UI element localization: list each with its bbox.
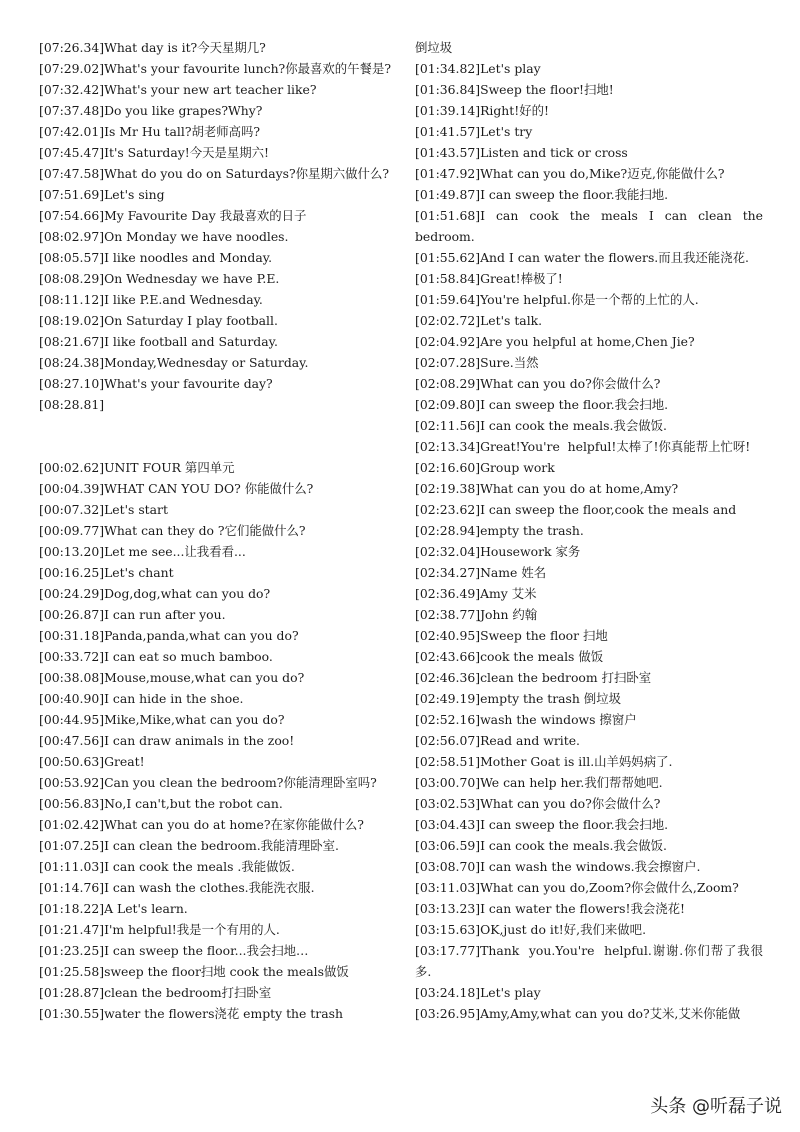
- lyric-line: [01:55.62]And I can water the flowers.而且我还能浇花.: [415, 250, 749, 265]
- lyric-line: [07:42.01]Is Mr Hu tall?胡老师高吗?: [39, 124, 261, 139]
- lyric-line: [00:24.29]Dog,dog,what can you do?: [39, 586, 271, 601]
- lyric-line: [01:34.82]Let's play: [415, 61, 541, 76]
- lyric-line: [01:51.68]I can cook the meals I can clean the bedroom.: [415, 208, 767, 244]
- lyric-line: [02:58.51]Mother Goat is ill.山羊妈妈病了.: [415, 754, 673, 769]
- lyric-line: [07:32.42]What's your new art teacher like?: [39, 82, 317, 97]
- lyric-line: [02:13.34]Great!You're helpful!太棒了!你真能帮上忙呀!: [415, 439, 751, 454]
- right-column: [415, 37, 767, 1024]
- lyric-line: [03:00.70]We can help her.我们帮帮她吧.: [415, 775, 663, 790]
- lyric-line: [01:18.22]A Let's learn.: [39, 901, 188, 916]
- lyric-line: [00:44.95]Mike,Mike,what can you do?: [39, 712, 285, 727]
- lyric-line: [01:43.57]Listen and tick or cross: [415, 145, 628, 160]
- lyric-line: [01:36.84]Sweep the floor!扫地!: [415, 82, 614, 97]
- lyric-line: [01:59.64]You're helpful.你是一个帮的上忙的人.: [415, 292, 699, 307]
- lyric-line: [02:09.80]I can sweep the floor.我会扫地.: [415, 397, 669, 412]
- lyric-line: [01:47.92]What can you do,Mike?迈克,你能做什么?: [415, 166, 725, 181]
- lyric-line: [01:30.55]water the flowers浇花 empty the trash: [39, 1006, 343, 1021]
- lyric-line: [01:07.25]I can clean the bedroom.我能清理卧室.: [39, 838, 339, 853]
- lyric-line: [02:23.62]I can sweep the floor,cook the meals and: [415, 502, 737, 517]
- lyric-line: [07:29.02]What's your favourite lunch?你最喜欢的午餐是?: [39, 61, 391, 76]
- lyric-line: [08:19.02]On Saturday I play football.: [39, 313, 278, 328]
- lyric-line: [01:23.25]I can sweep the floor...我会扫地…: [39, 943, 309, 958]
- lyric-line: [00:40.90]I can hide in the shoe.: [39, 691, 244, 706]
- lyric-line: [01:25.58]sweep the floor扫地 cook the meals做饭: [39, 964, 349, 979]
- lyric-line: [02:43.66]cook the meals 做饭: [415, 649, 604, 664]
- lyric-line: [00:50.63]Great!: [39, 754, 145, 769]
- lyric-line: [03:06.59]I can cook the meals.我会做饭.: [415, 838, 667, 853]
- lyric-line: [02:49.19]empty the trash 倒垃圾: [415, 691, 621, 706]
- lyric-line: [07:47.58]What do you do on Saturdays?你星期六做什么?: [39, 166, 389, 181]
- lyric-line: [02:28.94]empty the trash.: [415, 523, 584, 538]
- lyric-line: [08:05.57]I like noodles and Monday.: [39, 250, 273, 265]
- lyric-line: [03:13.23]I can water the flowers!我会浇花!: [415, 901, 686, 916]
- lyric-line: [03:26.95]Amy,Amy,what can you do?艾米,艾米你能做: [415, 1006, 741, 1021]
- lyric-line: [02:11.56]I can cook the meals.我会做饭.: [415, 418, 667, 433]
- lyric-line: [01:21.47]I'm helpful!我是一个有用的人.: [39, 922, 280, 937]
- lyric-line: [01:58.84]Great!棒极了!: [415, 271, 563, 286]
- lyric-line: [03:11.03]What can you do,Zoom?你会做什么,Zoom?: [415, 880, 739, 895]
- lyric-line: [00:16.25]Let's chant: [39, 565, 174, 580]
- section-spacer: [39, 415, 391, 457]
- lyric-line: [02:36.49]Amy 艾米: [415, 586, 537, 601]
- watermark-text: 头条 @听磊子说: [650, 1096, 782, 1117]
- lyric-line: [02:38.77]John 约翰: [415, 607, 538, 622]
- lyric-line: [07:51.69]Let's sing: [39, 187, 165, 202]
- lyric-line: [02:04.92]Are you helpful at home,Chen Jie?: [415, 334, 695, 349]
- lyric-line: [07:26.34]What day is it?今天星期几?: [39, 40, 266, 55]
- lyric-line: [00:07.32]Let's start: [39, 502, 168, 517]
- lyric-line: [03:02.53]What can you do?你会做什么?: [415, 796, 661, 811]
- lyric-line: [00:04.39]WHAT CAN YOU DO? 你能做什么?: [39, 481, 314, 496]
- lyric-line: [00:38.08]Mouse,mouse,what can you do?: [39, 670, 305, 685]
- lyric-line: [02:40.95]Sweep the floor 扫地: [415, 628, 608, 643]
- lyric-line: [03:04.43]I can sweep the floor.我会扫地.: [415, 817, 669, 832]
- lyric-line: [02:19.38]What can you do at home,Amy?: [415, 481, 679, 496]
- lyric-line: [02:02.72]Let's talk.: [415, 313, 543, 328]
- lyric-line: [02:56.07]Read and write.: [415, 733, 580, 748]
- lyric-line: [02:08.29]What can you do?你会做什么?: [415, 376, 661, 391]
- lyric-line: [08:24.38]Monday,Wednesday or Saturday.: [39, 355, 309, 370]
- lyric-line: [08:27.10]What's your favourite day?: [39, 376, 273, 391]
- lyric-line: [01:11.03]I can cook the meals .我能做饭.: [39, 859, 295, 874]
- lyric-line: [02:16.60]Group work: [415, 460, 555, 475]
- lyric-line: [02:34.27]Name 姓名: [415, 565, 547, 580]
- lyric-line: [08:08.29]On Wednesday we have P.E.: [39, 271, 280, 286]
- lyric-line: [08:11.12]I like P.E.and Wednesday.: [39, 292, 263, 307]
- lyric-line: [08:21.67]I like football and Saturday.: [39, 334, 278, 349]
- watermark: [650, 1092, 782, 1118]
- lyric-line: [00:09.77]What can they do ?它们能做什么?: [39, 523, 306, 538]
- lyric-line: [01:49.87]I can sweep the floor.我能扫地.: [415, 187, 669, 202]
- lyric-line: [03:15.63]OK,just do it!好,我们来做吧.: [415, 922, 647, 937]
- lyric-line: [03:08.70]I can wash the windows.我会擦窗户.: [415, 859, 701, 874]
- lyric-line: [01:02.42]What can you do at home?在家你能做什么?: [39, 817, 364, 832]
- lyric-line: [01:39.14]Right!好的!: [415, 103, 550, 118]
- lyric-line: [07:37.48]Do you like grapes?Why?: [39, 103, 263, 118]
- lyric-line: [01:41.57]Let's try: [415, 124, 533, 139]
- lyric-line: 倒垃圾: [415, 40, 453, 55]
- lyric-line: [00:53.92]Can you clean the bedroom?你能清理卧室吗?: [39, 775, 377, 790]
- lyric-line: [08:02.97]On Monday we have noodles.: [39, 229, 289, 244]
- lyric-line: [08:28.81]: [39, 397, 105, 412]
- lyric-line: [00:56.83]No,I can't,but the robot can.: [39, 796, 283, 811]
- lyric-line: [03:24.18]Let's play: [415, 985, 541, 1000]
- lyric-line: [00:31.18]Panda,panda,what can you do?: [39, 628, 299, 643]
- lyric-line: [00:26.87]I can run after you.: [39, 607, 226, 622]
- lyric-line: [01:14.76]I can wash the clothes.我能洗衣服.: [39, 880, 315, 895]
- lyric-line: [02:32.04]Housework 家务: [415, 544, 581, 559]
- lyric-line: [02:07.28]Sure.当然: [415, 355, 539, 370]
- lyric-line: [07:45.47]It's Saturday!今天是星期六!: [39, 145, 270, 160]
- lyric-line: [02:46.36]clean the bedroom 打扫卧室: [415, 670, 652, 685]
- lyric-line: [07:54.66]My Favourite Day 我最喜欢的日子: [39, 208, 307, 223]
- left-column: [39, 37, 391, 1024]
- lyric-line: [00:33.72]I can eat so much bamboo.: [39, 649, 273, 664]
- lyric-line: [00:47.56]I can draw animals in the zoo!: [39, 733, 295, 748]
- lyric-line: [02:52.16]wash the windows 擦窗户: [415, 712, 637, 727]
- lyric-line: [00:02.62]UNIT FOUR 第四单元: [39, 460, 235, 475]
- lyric-line: [03:17.77]Thank you.You're helpful.谢谢.你们帮了我很多.: [415, 943, 763, 979]
- lyric-line: [00:13.20]Let me see...让我看看...: [39, 544, 246, 559]
- lyric-line: [01:28.87]clean the bedroom打扫卧室: [39, 985, 272, 1000]
